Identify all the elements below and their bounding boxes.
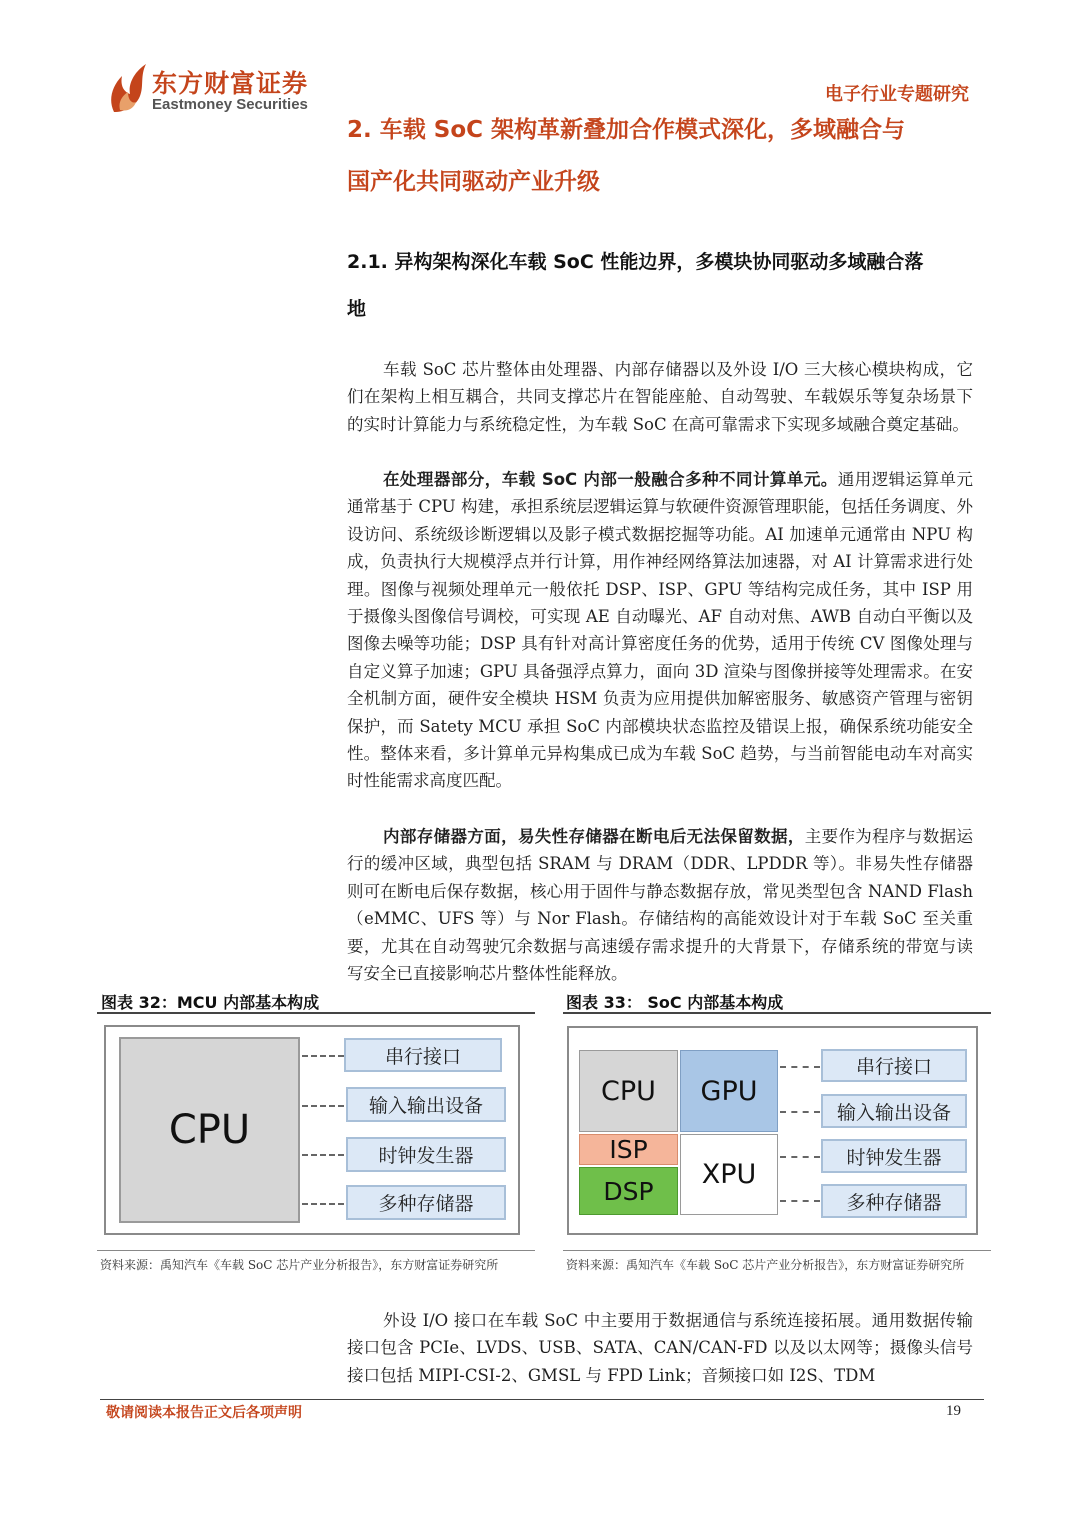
paragraph-3-lead: 内部存储器方面，易失性存储器在断电后无法保留数据， (383, 827, 805, 846)
mcu-serial-interface: 串行接口 (344, 1038, 502, 1072)
soc-xpu-block: XPU (680, 1134, 778, 1215)
footer-rule (100, 1399, 984, 1400)
soc-isp-block: ISP (579, 1134, 678, 1165)
figure-32-title: 图表 32：MCU 内部基本构成 (101, 993, 320, 1012)
soc-memories: 多种存储器 (821, 1184, 967, 1218)
figure-32-diagram (104, 1025, 520, 1235)
figure-33-source: 资料来源：禹知汽车《车载 SoC 芯片产业分析报告》，东方财富证券研究所 (566, 1258, 965, 1272)
figure-33-top-rule (563, 1012, 991, 1014)
page-number: 19 (946, 1403, 961, 1419)
paragraph-2 (347, 466, 973, 795)
section-title-line1: 2. 车载 SoC 架构革新叠加合作模式深化，多域融合与 (347, 117, 906, 143)
subsection-title-line1: 2.1. 异构架构深化车载 SoC 性能边界，多模块协同驱动多域融合落 (347, 251, 924, 273)
footer-disclaimer: 敬请阅读本报告正文后各项声明 (106, 1405, 302, 1421)
figure-33-bottom-rule (563, 1250, 991, 1251)
connector-line (780, 1200, 820, 1202)
soc-gpu-block: GPU (680, 1050, 778, 1132)
connector-line (302, 1105, 344, 1107)
paragraph-3-body: 主要作为程序与数据运行的缓冲区域，典型包括 SRAM 与 DRAM（DDR、LPDDR 等）。非易失性存储器则可在断电后保存数据，核心用于固件与静态数据存放，常见类型包含 NAND Flash（eMMC、UFS 等）与 Nor Flash。存储结构的高能效设计对于车载 SoC 至关重要，尤其在自动驾驶冗余数据与高速缓存需求提升的大背景下，存储系统的带宽与读写安全已直接影响芯片整体性能释放。 (347, 827, 974, 984)
soc-dsp-block: DSP (579, 1167, 678, 1215)
connector-line (302, 1154, 344, 1156)
mcu-memories: 多种存储器 (346, 1185, 506, 1220)
logo-flame-icon (106, 62, 150, 114)
figure-32-top-rule (97, 1012, 535, 1014)
connector-line (780, 1111, 820, 1113)
figure-33-title: 图表 33： SoC 内部基本构成 (566, 993, 784, 1012)
connector-line (302, 1203, 344, 1205)
paragraph-2-lead: 在处理器部分，车载 SoC 内部一般融合多种不同计算单元。 (383, 470, 838, 489)
paragraph-4: 外设 I/O 接口在车载 SoC 中主要用于数据通信与系统连接拓展。通用数据传输接口包含 PCIe、LVDS、USB、SATA、CAN/CAN-FD 以及以太网等；摄像头信号接口包括 MIPI-CSI-2、GMSL 与 FPD Link；音频接口如 I2S、TDM (347, 1311, 973, 1385)
soc-serial-interface: 串行接口 (821, 1049, 967, 1082)
figure-32-bottom-rule (97, 1250, 535, 1251)
connector-line (302, 1055, 344, 1057)
figure-33-diagram (567, 1026, 978, 1235)
connector-line (780, 1066, 820, 1068)
report-type: 电子行业专题研究 (825, 84, 969, 105)
logo-text-en: Eastmoney Securities (152, 96, 308, 113)
paragraph-2-body: 通用逻辑运算单元通常基于 CPU 构建，承担系统层逻辑运算与软硬件资源管理职能，包括任务调度、外设访问、系统级诊断逻辑以及影子模式数据挖掘等功能。AI 加速单元通常由 NPU 构成，负责执行大规模浮点并行计算，用作神经网络算法加速器，对 AI 计算需求进行处理。图像与视频处理单元一般依托 DSP、ISP、GPU 等结构完成任务，其中 ISP 用于摄像头图像信号调校，可实现 AE 自动曝光、AF 自动对焦、AWB 自动白平衡以及图像去噪等功能；DSP 具有针对高计算密度任务的优势，适用于传统 CV 图像处理与自定义算子加速；GPU 具备强浮点算力，面向 3D 渲染与图像拼接等处理需求。在安全机制方面，硬件安全模块 HSM 负责为应用提供加解密服务、敏感资产管理与密钥保护，而 Satety MCU 承担 SoC 内部模块状态监控及错误上报，确保系统功能安全性。整体来看，多计算单元异构集成已成为车载 SoC 趋势，与当前智能电动车对高实时性能需求高度匹配。 (347, 470, 973, 791)
section-title-line2: 国产化共同驱动产业升级 (347, 169, 600, 195)
mcu-io-devices: 输入输出设备 (346, 1087, 506, 1122)
soc-clock-generator: 时钟发生器 (821, 1139, 967, 1173)
mcu-cpu-block: CPU (119, 1037, 300, 1223)
soc-io-devices: 输入输出设备 (821, 1094, 967, 1128)
subsection-title-line2: 地 (347, 298, 367, 320)
paragraph-3 (347, 823, 973, 987)
logo-text-cn: 东方财富证券 (152, 69, 309, 98)
figure-32-source: 资料来源：禹知汽车《车载 SoC 芯片产业分析报告》，东方财富证券研究所 (100, 1258, 499, 1272)
paragraph-1: 车载 SoC 芯片整体由处理器、内部存储器以及外设 I/O 三大核心模块构成，它们在架构上相互耦合，共同支撑芯片在智能座舱、自动驾驶、车载娱乐等复杂场景下的实时计算能力与系统稳定性，为车载 SoC 在高可靠需求下实现多域融合奠定基础。 (347, 360, 973, 434)
connector-line (780, 1156, 820, 1158)
mcu-clock-generator: 时钟发生器 (346, 1137, 506, 1172)
soc-cpu-block: CPU (579, 1050, 678, 1132)
